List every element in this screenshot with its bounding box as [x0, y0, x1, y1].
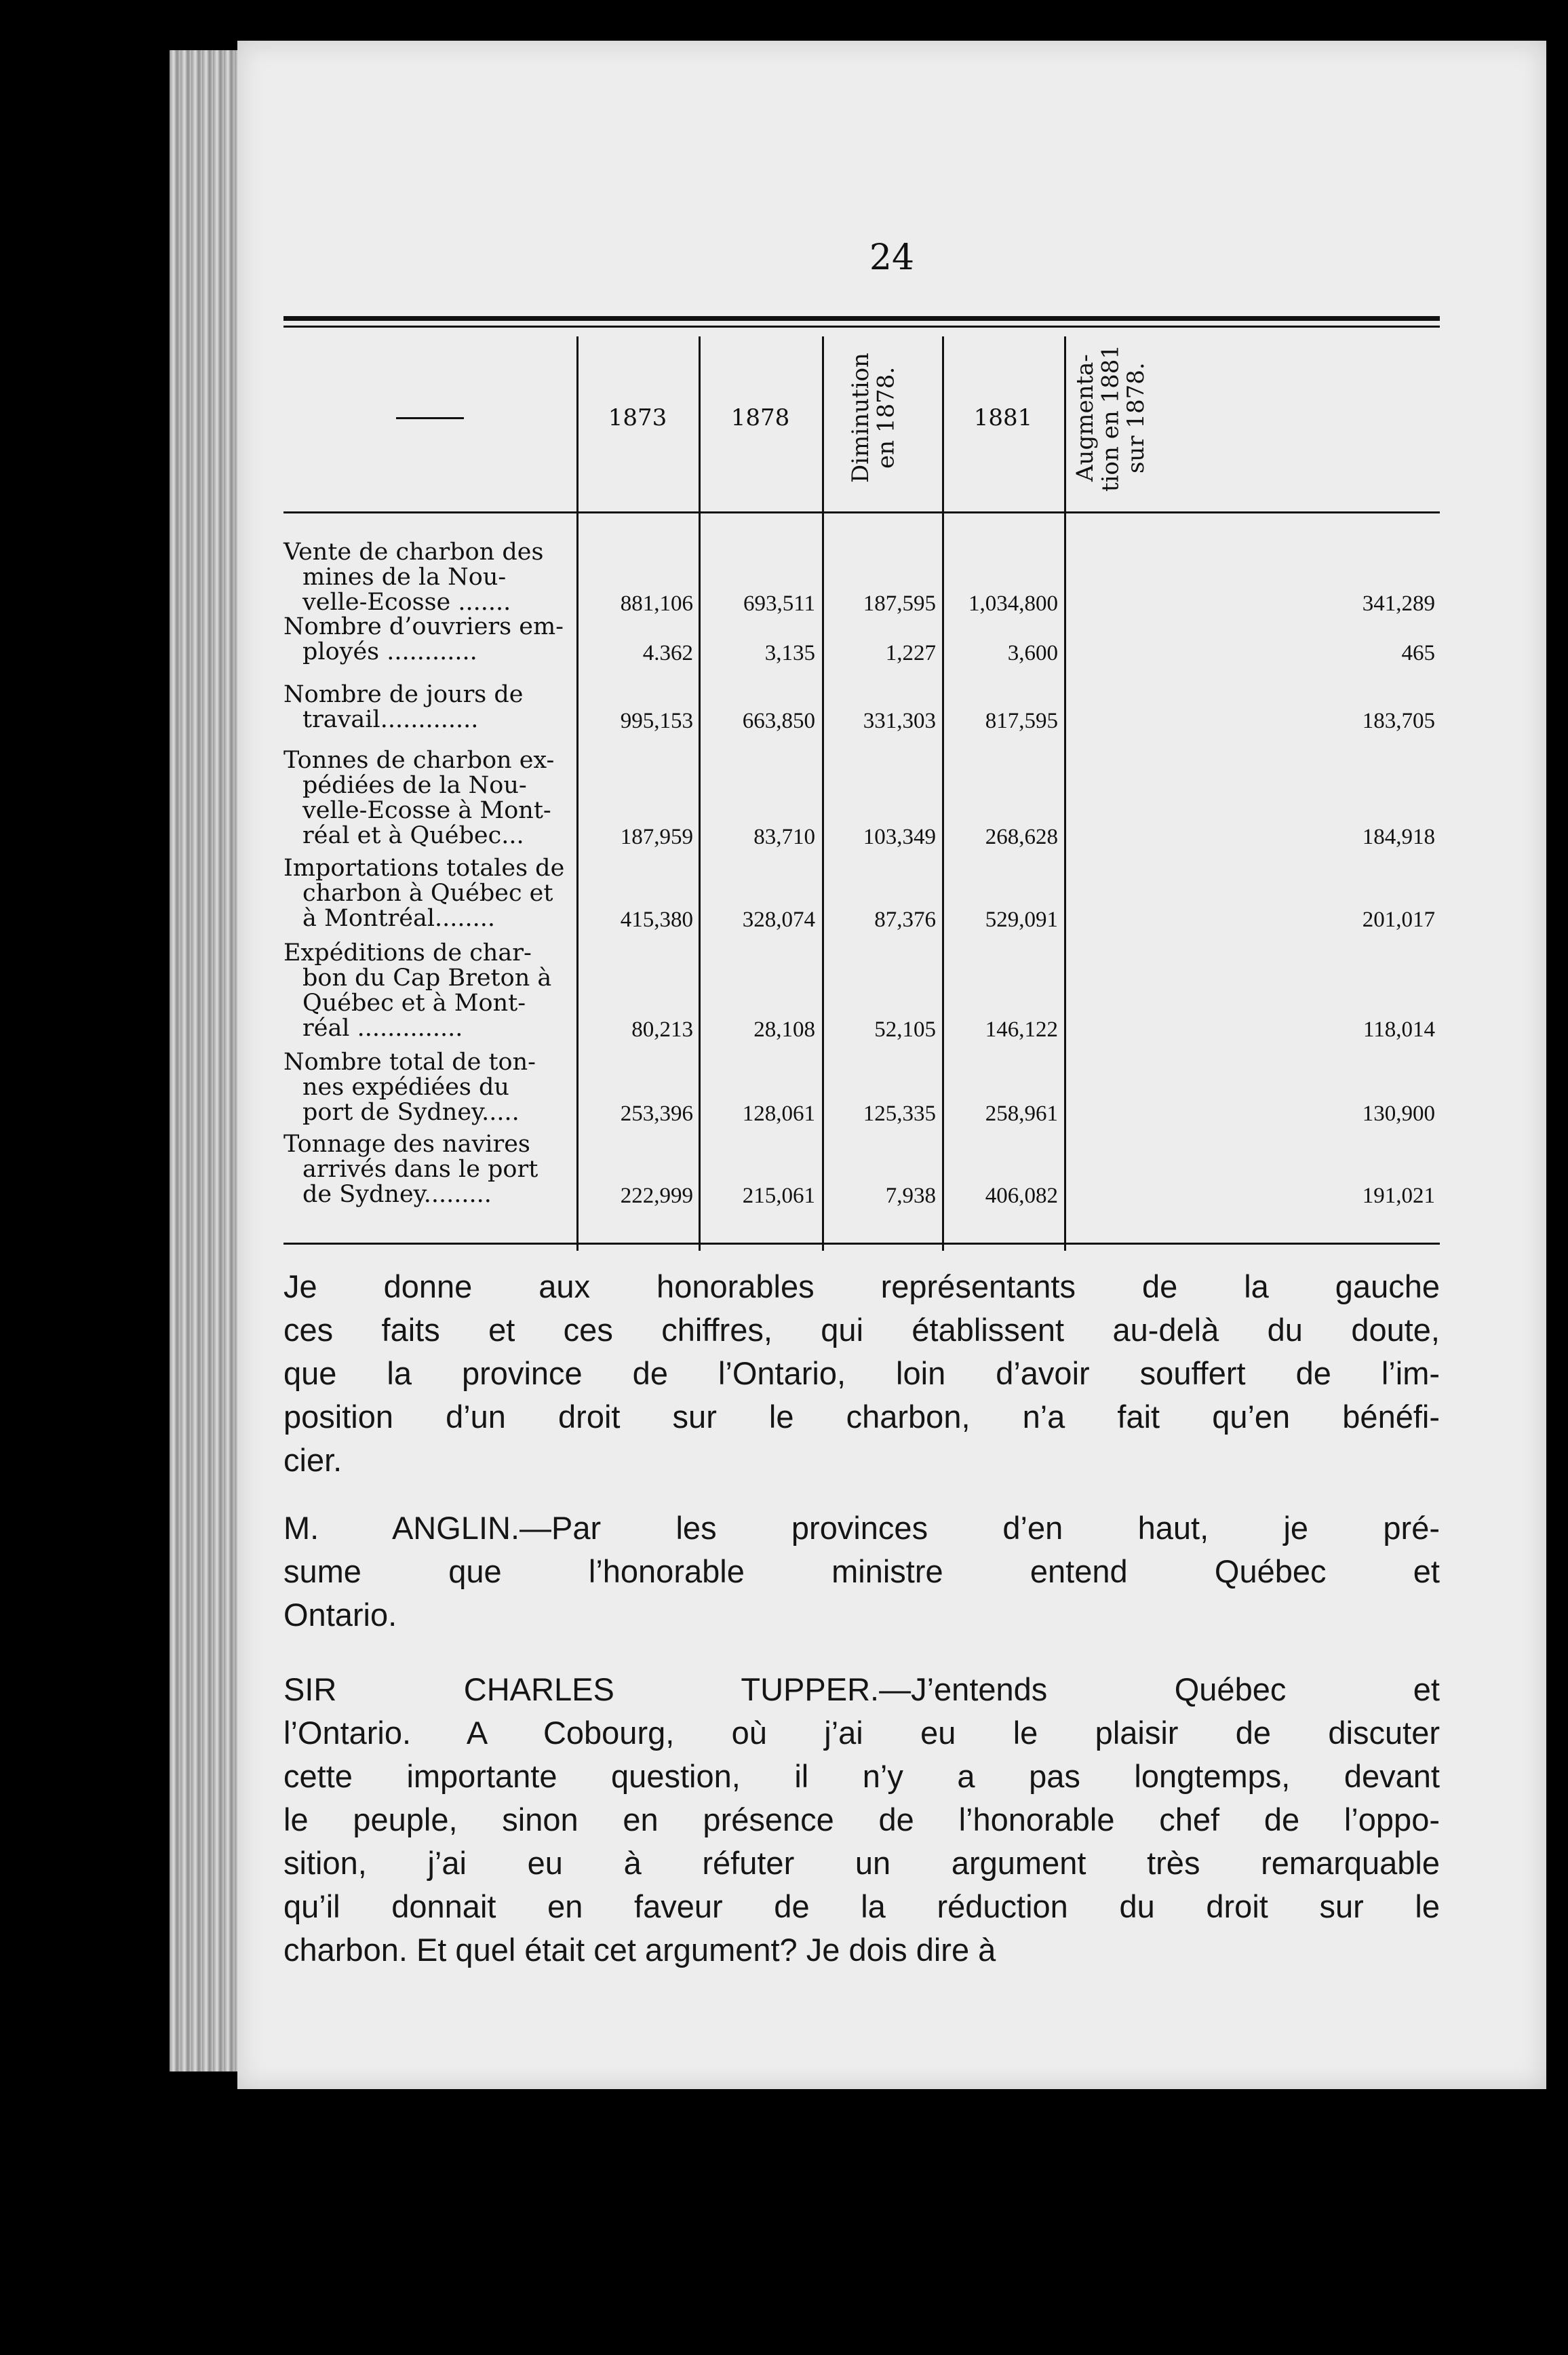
table-cell: 4.362: [642, 641, 693, 665]
header-augmentation-label: Augmenta-tion en 1881 sur 1878.: [1071, 344, 1150, 492]
table-cell: 1,227: [885, 641, 936, 665]
row-label-line: Québec et à Mont-: [302, 990, 526, 1017]
row-label: [283, 1132, 575, 1207]
statistics-table: [283, 316, 1440, 1251]
row-label-line: travail.............: [302, 706, 479, 733]
row-label: [283, 1050, 575, 1125]
table-cell: 341,289: [1362, 591, 1435, 616]
table-cell: 222,999: [620, 1184, 693, 1208]
paragraph-line: position d’un droit sur le charbon, n’a fait qu’en bénéfi-: [283, 1399, 1440, 1435]
row-label-line: charbon à Québec et: [302, 880, 553, 907]
paragraph-line: qu’il donnait en faveur de la réduction du droit sur le: [283, 1888, 1440, 1924]
paragraph-line: Ontario.: [283, 1597, 397, 1633]
header-diminution: [822, 336, 942, 499]
row-label-line: Nombre total de ton-: [283, 1049, 536, 1076]
table-cell: 128,061: [742, 1102, 815, 1126]
header-augmentation: [1064, 336, 1173, 499]
table-cell: 87,376: [874, 908, 936, 932]
header-1873: 1873: [608, 404, 667, 431]
row-label-line: Vente de charbon des: [283, 539, 544, 566]
row-label: [283, 615, 575, 665]
row-label-line: mines de la Nou-: [302, 564, 507, 591]
row-label-line: Expéditions de char-: [283, 939, 532, 967]
paragraph-line: que la province de l’Ontario, loin d’avoir souffert de l’im-: [283, 1355, 1440, 1391]
paragraph: [283, 1668, 1440, 1972]
paragraph-line: l’Ontario. A Cobourg, où j’ai eu le plaisir de discuter: [283, 1715, 1440, 1751]
table-cell: 331,303: [863, 709, 936, 733]
paragraph-line: Je donne aux honorables représentants de la gauche: [283, 1268, 1440, 1304]
table-cell: 1,034,800: [968, 591, 1058, 616]
table-cell: 191,021: [1362, 1184, 1435, 1208]
table-cell: 201,017: [1362, 908, 1435, 932]
table-cell: 995,153: [620, 709, 693, 733]
row-label: [283, 682, 575, 733]
row-label-line: réal ..............: [302, 1015, 463, 1042]
row-label-line: Tonnes de charbon ex-: [283, 747, 555, 774]
paragraph-line: M. ANGLIN.—Par les provinces d’en haut, je pré-: [283, 1510, 1440, 1546]
row-label-line: réal et à Québec...: [302, 822, 524, 849]
row-label-line: à Montréal........: [302, 905, 496, 932]
row-label-line: velle-Ecosse .......: [302, 589, 511, 616]
header-1878: 1878: [730, 404, 790, 431]
row-label: [283, 941, 575, 1041]
header-corner: [283, 336, 576, 499]
table-cell: 83,710: [753, 825, 815, 849]
table-cell: 183,705: [1362, 709, 1435, 733]
table-cell: 328,074: [742, 908, 815, 932]
paragraph-line: sume que l’honorable ministre entend Québec et: [283, 1553, 1440, 1589]
row-label-line: ployés ............: [302, 638, 477, 665]
table-cell: 268,628: [985, 825, 1058, 849]
row-label-line: nes expédiées du: [302, 1074, 509, 1101]
row-label: [283, 748, 575, 849]
paragraph: [283, 1265, 1440, 1482]
row-label-line: Nombre de jours de: [283, 681, 524, 708]
table-cell: 3,135: [764, 641, 815, 665]
table-cell: 529,091: [985, 908, 1058, 932]
row-label-line: bon du Cap Breton à: [302, 965, 552, 992]
table-cell: 125,335: [863, 1102, 936, 1126]
table-cell: 258,961: [985, 1102, 1058, 1126]
table-cell: 406,082: [985, 1184, 1058, 1208]
paragraph-line: ces faits et ces chiffres, qui établissent au-delà du doute,: [283, 1312, 1440, 1348]
header-diminution-label: Diminution en 1878.: [846, 353, 899, 483]
paragraph-line: charbon. Et quel était cet argument? Je dois dire à: [283, 1932, 996, 1968]
table-cell: 817,595: [985, 709, 1058, 733]
table-cell: 103,349: [863, 825, 936, 849]
table-cell: 187,595: [863, 591, 936, 616]
paragraph-line: le peuple, sinon en présence de l’honorable chef de l’oppo-: [283, 1802, 1440, 1837]
row-label-line: arrivés dans le port: [302, 1156, 538, 1183]
header-1881: 1881: [973, 404, 1033, 431]
row-label-line: velle-Ecosse à Mont-: [302, 797, 551, 824]
row-label-line: pédiées de la Nou-: [302, 772, 527, 799]
row-label-line: de Sydney.........: [302, 1181, 492, 1208]
table-cell: 415,380: [620, 908, 693, 932]
table-bottom-rule: [283, 1243, 1440, 1245]
table-cell: 28,108: [753, 1017, 815, 1042]
table-cell: 215,061: [742, 1184, 815, 1208]
table-cell: 881,106: [620, 591, 693, 616]
table-cell: 130,900: [1362, 1102, 1435, 1126]
paragraph-line: cette importante question, il n’y a pas longtemps, devant: [283, 1758, 1440, 1794]
table-cell: 146,122: [985, 1017, 1058, 1042]
header-dash: [396, 417, 464, 419]
paragraph-line: sition, j’ai eu à réfuter un argument très remarquable: [283, 1845, 1440, 1881]
row-label-line: Importations totales de: [283, 855, 565, 882]
table-top-rule-thin: [283, 326, 1440, 328]
table-cell: 80,213: [631, 1017, 693, 1042]
table-cell: 3,600: [1007, 641, 1058, 665]
paragraph-line: cier.: [283, 1442, 342, 1478]
table-cell: 184,918: [1362, 825, 1435, 849]
row-label-line: Nombre d’ouvriers em-: [283, 613, 564, 640]
paragraph: [283, 1506, 1440, 1637]
table-cell: 253,396: [620, 1102, 693, 1126]
row-label: [283, 856, 575, 931]
table-cell: 693,511: [743, 591, 815, 616]
table-header-rule: [283, 511, 1440, 513]
row-label-line: port de Sydney.....: [302, 1099, 520, 1126]
table-cell: 187,959: [620, 825, 693, 849]
table-top-rule: [283, 316, 1440, 321]
row-label-line: Tonnage des navires: [283, 1131, 530, 1158]
row-label: [283, 540, 575, 615]
table-cell: 52,105: [874, 1017, 936, 1042]
table-cell: 118,014: [1363, 1017, 1435, 1042]
page-number: 24: [869, 237, 915, 278]
paragraph-line: SIR CHARLES TUPPER.—J’entends Québec et: [283, 1671, 1440, 1707]
table-cell: 7,938: [885, 1184, 936, 1208]
table-cell: 663,850: [742, 709, 815, 733]
table-cell: 465: [1401, 641, 1435, 665]
